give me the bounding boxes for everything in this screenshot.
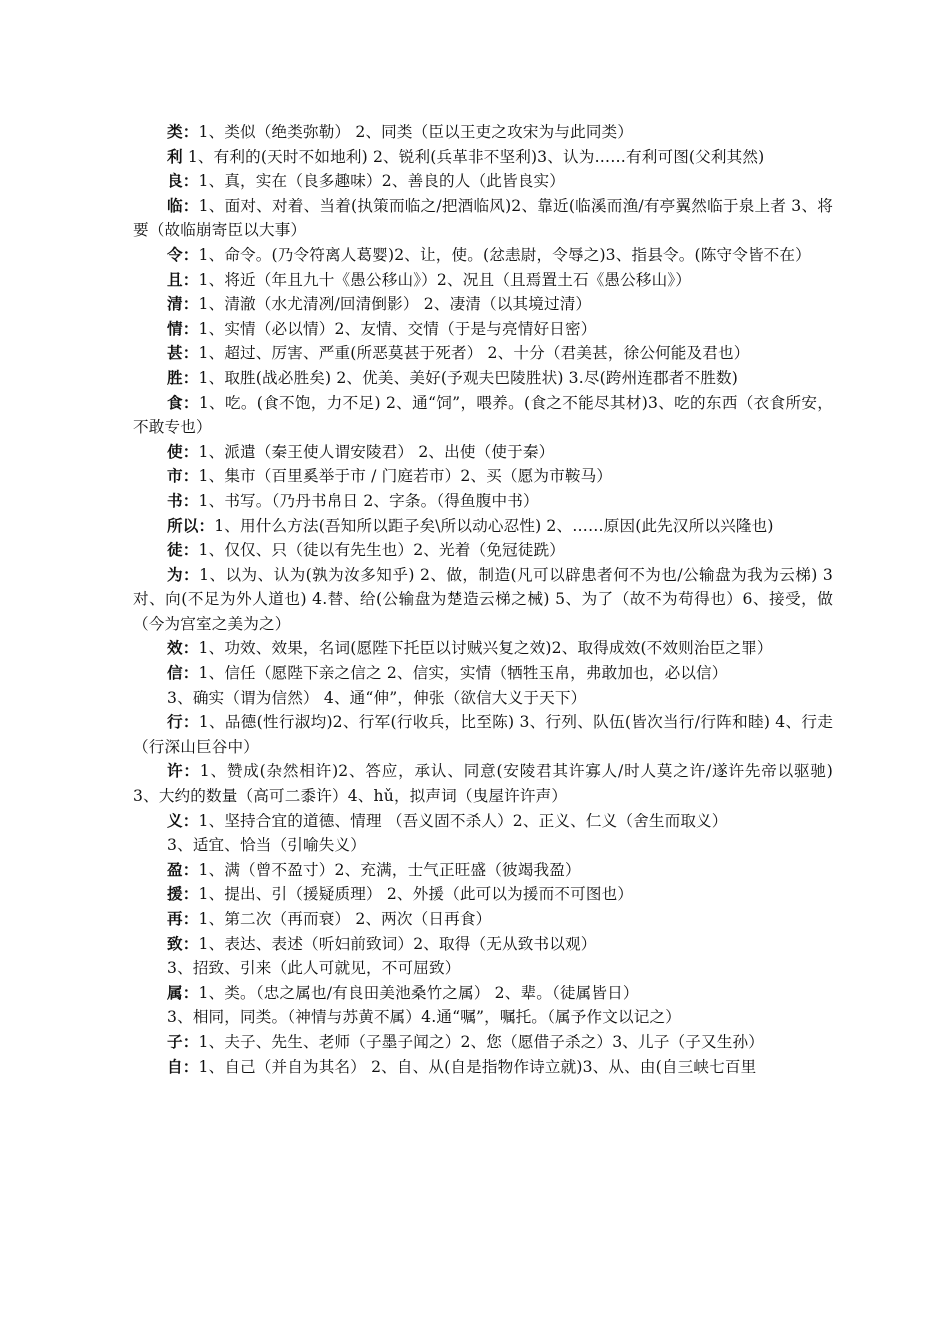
glossary-entry bbox=[133, 636, 833, 661]
entry-headword: 盈： bbox=[167, 859, 199, 879]
entry-definition: 1、将近（年且九十《愚公移山》）2、况且（且焉置土石《愚公移山》） bbox=[198, 270, 692, 289]
entry-definition: 1、有利的(天时不如地利) 2、锐利(兵革非不坚利)3、认为……有利可图(父利其然) bbox=[182, 147, 765, 166]
glossary-entry bbox=[133, 341, 833, 366]
entry-definition: 1、信任（愿陛下亲之信之 2、信实，实情（牺牲玉帛，弗敢加也，必以信） bbox=[198, 664, 728, 683]
entry-headword: 义： bbox=[167, 810, 199, 830]
entry-definition: 1、吃。(食不饱，力不足) 2、通“饲”，喂养。(食之不能尽其材)3、吃的东西（衣食所安，不敢专也） bbox=[133, 393, 833, 437]
entry-definition: 1、实情（必以情）2、友情、交情（于是与亮情好日密） bbox=[198, 319, 597, 338]
glossary-entry bbox=[133, 563, 833, 637]
entry-headword: 子： bbox=[167, 1031, 199, 1051]
entry-definition: 1、派遣（秦王使人谓安陵君） 2、出使（使于秦） bbox=[198, 442, 555, 461]
entry-headword: 行： bbox=[167, 712, 199, 732]
glossary-entry bbox=[133, 194, 833, 243]
glossary-entry bbox=[133, 268, 833, 293]
glossary-list bbox=[133, 120, 833, 1079]
glossary-entry bbox=[133, 145, 833, 170]
entry-headword: 临： bbox=[167, 195, 199, 215]
entry-headword: 徒： bbox=[167, 540, 199, 560]
entry-headword: 书： bbox=[167, 490, 199, 510]
glossary-entry bbox=[133, 932, 833, 957]
entry-definition: 1、取胜(战必胜矣) 2、优美、美好(予观夫巴陵胜状) 3.尽(跨州连郡者不胜数) bbox=[198, 368, 739, 387]
entry-definition: 1、以为、认为(孰为汝多知乎) 2、做，制造(凡可以辟患者何不为也/公输盘为我为云梯) 3 对、向(不足为外人道也) 4.替、给(公输盘为楚造云梯之械) 5、为了（故不为苟得也）6、接受，做（今为宫室之美为之） bbox=[133, 565, 833, 633]
entry-definition: 1、集市（百里奚举于市 / 门庭若市）2、买（愿为市鞍马） bbox=[198, 467, 613, 486]
entry-headword: 属： bbox=[167, 982, 199, 1002]
glossary-entry bbox=[133, 366, 833, 391]
glossary-entry bbox=[133, 710, 833, 759]
glossary-entry bbox=[133, 538, 833, 563]
entry-headword: 情： bbox=[167, 318, 199, 338]
entry-definition: 1、超过、厉害、严重(所恶莫甚于死者） 2、十分（君美甚，徐公何能及君也） bbox=[198, 344, 750, 363]
glossary-entry bbox=[133, 661, 833, 686]
entry-definition: 1、坚持合宜的道德、情理 （吾义固不杀人）2、正义、仁义（舍生而取义） bbox=[198, 811, 728, 830]
glossary-entry bbox=[133, 440, 833, 465]
glossary-entry bbox=[133, 981, 833, 1006]
entry-headword: 类： bbox=[167, 122, 199, 141]
glossary-entry bbox=[133, 1055, 833, 1080]
entry-headword: 再： bbox=[167, 909, 199, 928]
entry-headword: 良： bbox=[167, 171, 199, 191]
glossary-entry bbox=[133, 292, 833, 317]
entry-definition: 1、赞成(杂然相许)2、答应，承认、同意(安陵君其许寡人/时人莫之许/遂许先帝以驱驰) 3、大约的数量（高可二黍许）4、hǔ，拟声词（曳屋许许声） bbox=[133, 762, 833, 806]
entry-definition: 1、真，实在（良多趣味）2、善良的人（此皆良实） bbox=[198, 172, 566, 191]
entry-definition: 1、满（曾不盈寸）2、充满，士气正旺盛（彼竭我盈） bbox=[198, 860, 581, 879]
entry-definition: 1、书写。（乃丹书帛日 2、字条。（得鱼腹中书） bbox=[198, 491, 539, 510]
glossary-entry bbox=[133, 489, 833, 514]
entry-continuation: 3、招致、引来（此人可就见，不可屈致） bbox=[167, 959, 461, 978]
glossary-entry bbox=[133, 169, 833, 194]
entry-headword: 令： bbox=[167, 244, 199, 264]
glossary-entry bbox=[133, 243, 833, 268]
entry-definition: 1、品德(性行淑均)2、行军(行收兵，比至陈) 3、行列、队伍(皆次当行/行阵和睦) 4、行走（行深山巨谷中） bbox=[133, 713, 833, 756]
glossary-entry bbox=[133, 907, 833, 932]
entry-definition: 1、夫子、先生、老师（子墨子闻之）2、您（愿借子杀之）3、儿子（子又生孙） bbox=[198, 1032, 765, 1051]
glossary-entry bbox=[133, 882, 833, 907]
glossary-entry bbox=[133, 809, 833, 834]
entry-headword: 自： bbox=[167, 1056, 199, 1076]
entry-headword: 且： bbox=[167, 269, 199, 289]
entry-definition: 1、表达、表述（听妇前致词）2、取得（无从致书以观） bbox=[198, 934, 597, 953]
entry-definition: 1、类。（忠之属也/有良田美池桑竹之属） 2、辈。（徒属皆日） bbox=[198, 983, 639, 1002]
entry-definition: 1、仅仅、只（徒以有先生也）2、光着（免冠徒跣） bbox=[198, 541, 566, 560]
entry-headword: 致： bbox=[167, 933, 199, 953]
entry-continuation: 3、适宜、恰当（引喻失义） bbox=[167, 836, 366, 855]
glossary-entry bbox=[133, 120, 833, 145]
entry-definition: 1、面对、对着、当着(执策而临之/把酒临风)2、靠近(临溪而渔/有亭翼然临于泉上者 3、将要（故临崩寄臣以大事） bbox=[133, 196, 833, 240]
entry-definition: 1、自己（并自为其名） 2、自、从(自是指物作诗立就)3、从、由(自三峡七百里 bbox=[198, 1057, 757, 1076]
glossary-entry bbox=[133, 391, 833, 440]
entry-headword: 胜： bbox=[167, 367, 199, 387]
entry-headword: 利 bbox=[167, 146, 183, 166]
entry-headword: 清： bbox=[167, 294, 199, 314]
entry-definition: 1、用什么方法(吾知所以距子矣\所以动心忍性) 2、……原因(此先汉所以兴隆也) bbox=[214, 516, 774, 535]
entry-definition: 1、功效、效果，名词(愿陛下托臣以讨贼兴复之效)2、取得成效(不效则治臣之罪） bbox=[198, 639, 773, 658]
entry-headword: 食： bbox=[167, 392, 199, 412]
glossary-entry bbox=[133, 317, 833, 342]
entry-headword: 甚： bbox=[167, 343, 199, 363]
entry-headword: 为： bbox=[167, 564, 200, 584]
entry-definition: 1、命令。(乃令符离人葛婴)2、让，使。(忿恚尉，令辱之)3、指县令。(陈守令皆不在） bbox=[198, 245, 811, 264]
glossary-entry bbox=[133, 1030, 833, 1055]
entry-headword: 效： bbox=[167, 638, 199, 658]
entry-headword: 许： bbox=[167, 761, 200, 781]
entry-definition: 1、清澈（水尤清冽/回清倒影） 2、凄清（以其境过清） bbox=[198, 295, 592, 314]
entry-continuation: 3、相同，同类。（神情与苏黄不属）4.通“嘱”，嘱托。（属予作文以记之） bbox=[167, 1008, 681, 1027]
entry-headword: 所以： bbox=[167, 515, 215, 535]
entry-headword: 使： bbox=[167, 441, 199, 461]
entry-definition: 1、类似（绝类弥勒） 2、同类（臣以王吏之攻宋为与此同类） bbox=[198, 123, 634, 141]
entry-definition: 1、提出、引（援疑质理） 2、外援（此可以为援而不可图也） bbox=[198, 885, 634, 904]
entry-definition: 1、第二次（再而衰） 2、两次（日再食） bbox=[198, 910, 492, 928]
entry-continuation: 3、确实（谓为信然） 4、通“伸”，伸张（欲信大义于天下） bbox=[167, 688, 587, 707]
entry-headword: 援： bbox=[167, 884, 199, 904]
glossary-entry bbox=[133, 514, 833, 539]
entry-headword: 市： bbox=[167, 466, 199, 486]
glossary-entry bbox=[133, 464, 833, 489]
glossary-entry bbox=[133, 858, 833, 883]
entry-headword: 信： bbox=[167, 663, 199, 683]
glossary-entry bbox=[133, 759, 833, 808]
